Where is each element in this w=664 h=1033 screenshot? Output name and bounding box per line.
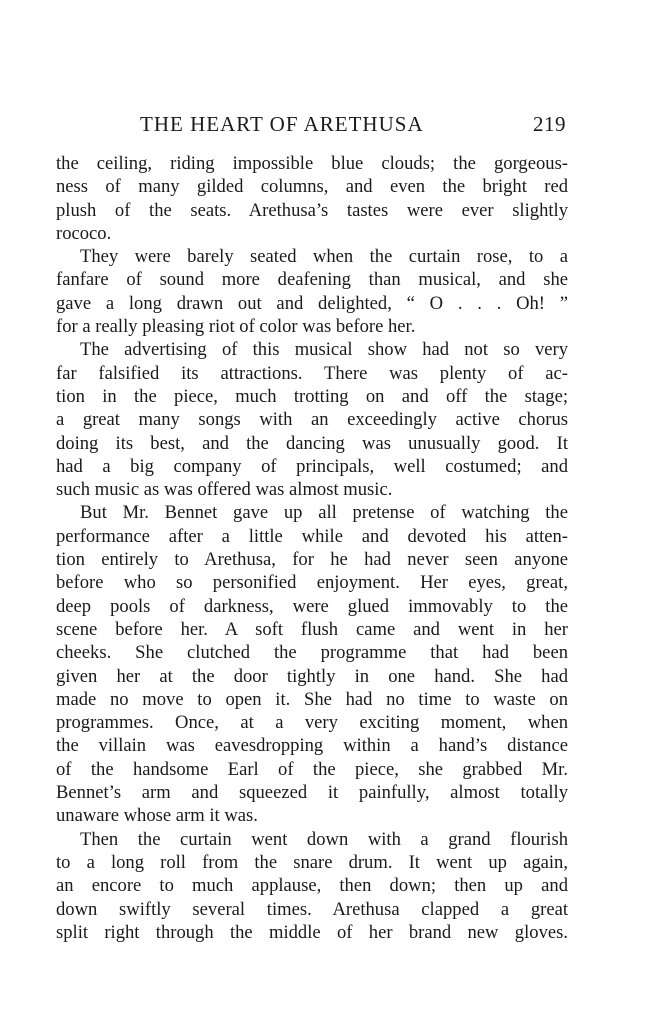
text-line: gave a long drawn out and delighted, “ O . . . Oh! ” — [56, 292, 568, 314]
text-line: rococo. — [56, 222, 112, 244]
text-line: of the handsome Earl of the piece, she grabbed Mr. — [56, 758, 568, 780]
text-line: Bennet’s arm and squeezed it painfully, almost totally — [56, 782, 568, 804]
text-line: cheeks. She clutched the programme that had been — [56, 642, 568, 664]
text-line: a great many songs with an exceedingly active chorus — [56, 409, 568, 431]
text-line: made no move to open it. She had no time to waste on — [56, 688, 568, 710]
text-line: before who so personified enjoyment. Her eyes, great, — [56, 572, 568, 594]
text-line: deep pools of darkness, were glued immovably to the — [56, 595, 568, 617]
text-line: performance after a little while and devoted his atten- — [56, 525, 568, 547]
text-line: an encore to much applause, then down; then up and — [56, 875, 568, 897]
text-line: to a long roll from the snare drum. It went up again, — [56, 851, 568, 873]
text-line: the ceiling, riding impossible blue clouds; the gorgeous- — [56, 153, 568, 174]
text-line: split right through the middle of her brand new gloves. — [56, 921, 568, 943]
text-line: far falsified its attractions. There was plenty of ac- — [56, 362, 568, 384]
text-line: programmes. Once, at a very exciting moment, when — [56, 712, 568, 734]
text-line: fanfare of sound more deafening than musical, and she — [56, 269, 568, 291]
text-line: the villain was eavesdropping within a hand’s distance — [56, 735, 568, 757]
page-number: 219 — [533, 112, 566, 136]
text-line: given her at the door tightly in one hand. She had — [56, 665, 568, 687]
text-line: such music as was offered was almost music. — [56, 479, 393, 501]
text-line: ness of many gilded columns, and even the bright red — [56, 176, 568, 198]
text-line: for a really pleasing riot of color was before her. — [56, 316, 416, 338]
text-line: tion in the piece, much trotting on and off the stage; — [56, 385, 568, 407]
text-line: The advertising of this musical show had not so very — [80, 339, 568, 361]
running-head-title: THE HEART OF ARETHUSA — [140, 112, 424, 136]
text-line: Then the curtain went down with a grand flourish — [80, 828, 568, 850]
text-line: unaware whose arm it was. — [56, 805, 258, 827]
text-line: down swiftly several times. Arethusa clapped a great — [56, 898, 568, 920]
text-line: scene before her. A soft flush came and went in her — [56, 618, 568, 640]
body-text — [56, 152, 568, 944]
text-line: They were barely seated when the curtain rose, to a — [80, 246, 568, 268]
text-line: had a big company of principals, well costumed; and — [56, 455, 568, 477]
text-line: But Mr. Bennet gave up all pretense of watching the — [80, 502, 568, 524]
text-line: doing its best, and the dancing was unusually good. It — [56, 432, 568, 454]
text-line: tion entirely to Arethusa, for he had never seen anyone — [56, 549, 568, 571]
running-head — [56, 112, 568, 144]
text-line: plush of the seats. Arethusa’s tastes were ever slightly — [56, 199, 568, 221]
